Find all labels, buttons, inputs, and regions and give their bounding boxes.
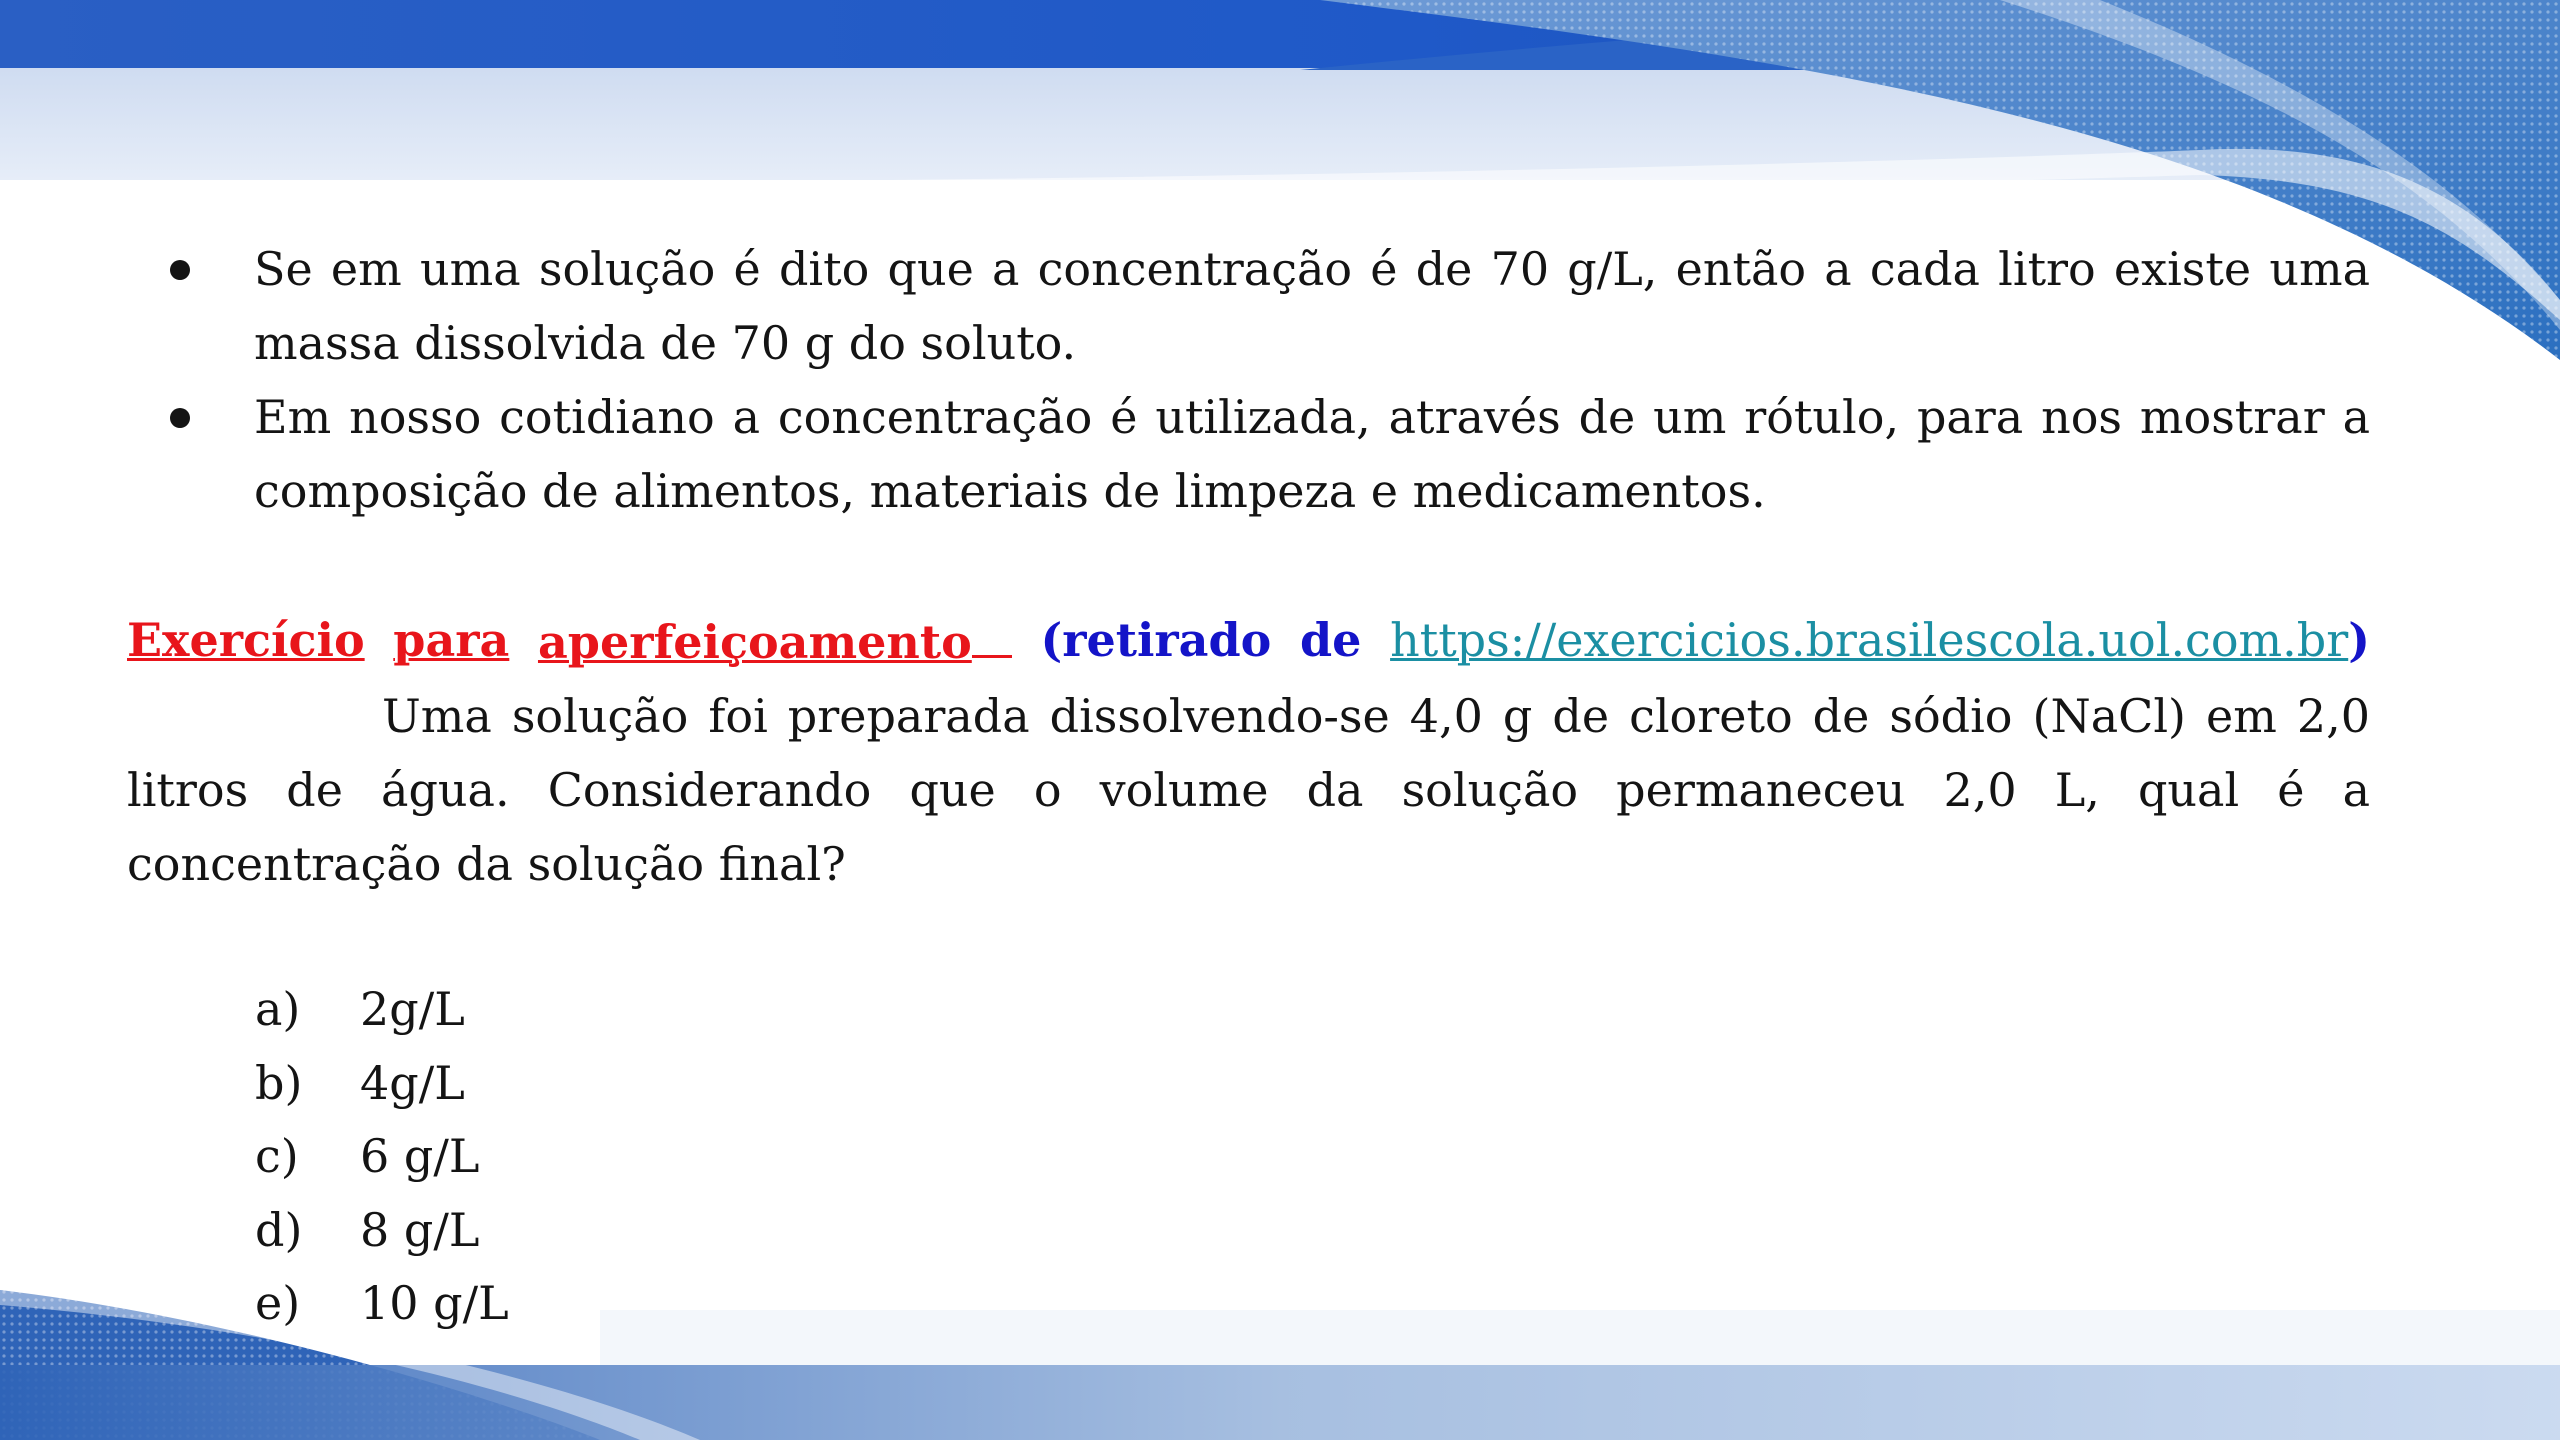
source-close: ) bbox=[2348, 613, 2370, 667]
bullet-text: Se em uma solução é dito que a concentração é de 70 g/L, então a cada litro existe uma massa dissolvida de 70 g do soluto. bbox=[254, 242, 2370, 370]
option-value: 4g/L bbox=[360, 1055, 465, 1110]
bullet-text: Em nosso cotidiano a concentração é utilizada, através de um rótulo, para nos mostrar a composição de alimentos, materiais de limpeza e medicamentos. bbox=[254, 390, 2370, 518]
bullet-dot-icon bbox=[170, 408, 190, 428]
bullet-list bbox=[160, 232, 2370, 528]
exercise-heading-word: aperfeiçoamento bbox=[537, 615, 972, 669]
source-link[interactable]: https://exercicios.brasilescola.uol.com.br bbox=[1390, 613, 2349, 667]
option-value: 6 g/L bbox=[360, 1129, 480, 1183]
option-item bbox=[255, 1047, 509, 1121]
bullet-item bbox=[160, 232, 2370, 380]
heading-underline-gap bbox=[972, 603, 1012, 658]
option-item bbox=[255, 1120, 509, 1194]
option-letter: d) bbox=[255, 1202, 303, 1257]
bullet-dot-icon bbox=[170, 260, 190, 280]
bullet-item bbox=[160, 380, 2370, 528]
option-value: 10 g/L bbox=[360, 1276, 509, 1330]
source-label: (retirado bbox=[1040, 613, 1272, 667]
exercise-heading bbox=[127, 603, 2370, 679]
option-item bbox=[255, 1194, 509, 1268]
question-text: Uma solução foi preparada dissolvendo-se 4,0 g de cloreto de sódio (NaCl) em 2,0 litros de água. Considerando que o volume da solução permaneceu 2,0 L, qual é a concentração da solução final? bbox=[127, 689, 2370, 891]
answer-options bbox=[255, 973, 509, 1341]
option-letter: a) bbox=[255, 982, 301, 1036]
option-value: 2g/L bbox=[360, 982, 465, 1036]
option-letter: e) bbox=[255, 1276, 301, 1330]
source-link-group bbox=[1390, 603, 2370, 679]
source-de: de bbox=[1299, 613, 1362, 667]
exercise-heading-word: Exercício bbox=[127, 613, 365, 667]
option-letter: c) bbox=[255, 1129, 299, 1183]
exercise-heading-word: para bbox=[393, 613, 510, 667]
option-value: 8 g/L bbox=[360, 1202, 480, 1257]
exercise-heading-group bbox=[538, 603, 1012, 679]
exercise-section bbox=[127, 603, 2370, 901]
option-item bbox=[255, 973, 509, 1047]
option-letter: b) bbox=[255, 1055, 303, 1110]
option-item bbox=[255, 1267, 509, 1341]
